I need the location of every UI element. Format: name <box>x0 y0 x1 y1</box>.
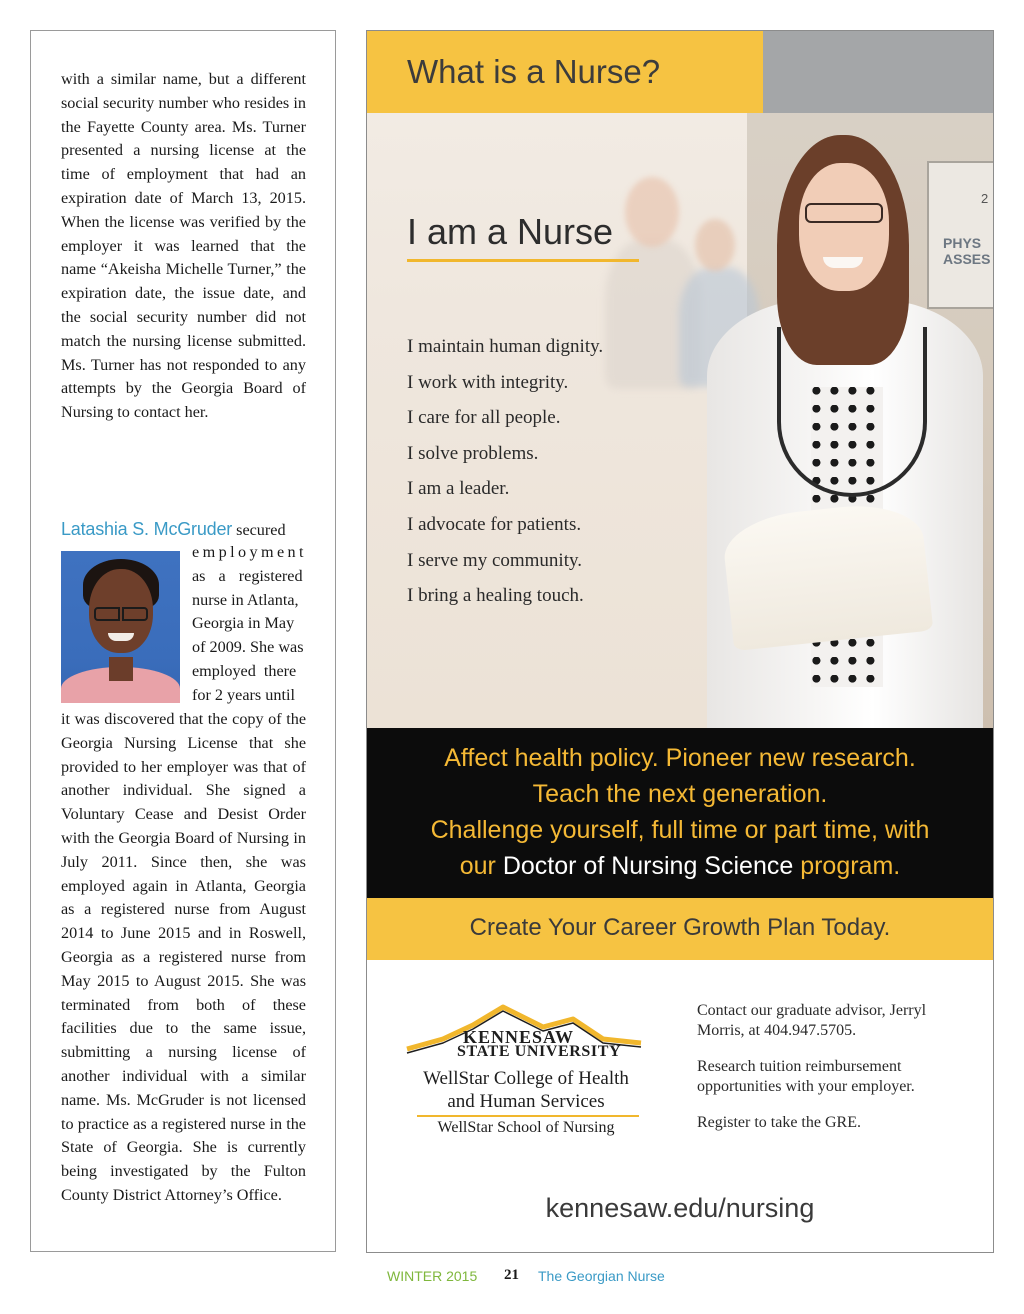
wall-sign-text: PHYS ASSES <box>943 235 991 267</box>
program-line: Affect health policy. Pioneer new research. <box>444 744 916 772</box>
photo-glasses <box>94 607 148 621</box>
page-footer <box>0 1268 1024 1292</box>
ad-hero-photo <box>367 31 993 728</box>
college-name: WellStar College of Health and Human Services <box>423 1068 629 1112</box>
wrap-line: as a registered <box>192 566 303 585</box>
wall-sign-number: 2 <box>981 191 989 206</box>
wrap-line: of 2009. She was <box>192 638 304 657</box>
photo-neck <box>109 657 133 681</box>
nurse-face <box>799 163 889 291</box>
program-name: Doctor of Nursing Science <box>502 852 794 880</box>
statement: I am a leader. <box>407 478 510 500</box>
cta-text: Create Your Career Growth Plan Today. <box>469 914 891 941</box>
wrapped-text <box>192 541 306 708</box>
college-underline <box>417 1115 639 1117</box>
contact-info <box>697 1001 977 1149</box>
ad-heading: I am a Nurse <box>407 211 614 252</box>
wrap-line: Georgia in May <box>192 614 295 633</box>
school-name: WellStar School of Nursing <box>437 1119 615 1136</box>
background-person-head <box>625 177 679 247</box>
program-line: Teach the next generation. <box>532 780 828 808</box>
mcgruder-lead <box>61 517 306 542</box>
program-line <box>367 852 993 881</box>
nurse-glasses <box>805 203 883 223</box>
logo-kennesaw: KENNESAW <box>463 1027 575 1047</box>
nurse-statements <box>407 329 603 614</box>
program-line: Challenge yourself, full time or part time, with <box>430 816 930 844</box>
website-url[interactable]: kennesaw.edu/nursing <box>545 1193 815 1223</box>
statement: I care for all people. <box>407 407 561 429</box>
statement: I maintain human dignity. <box>407 336 604 357</box>
wrap-line: employment <box>192 543 307 561</box>
statement: I work with integrity. <box>407 371 569 393</box>
page-number: 21 <box>504 1267 519 1283</box>
nurse-smile <box>823 257 863 268</box>
photo-smile <box>108 633 134 641</box>
contact-line: Research tuition reimbursement opportunities with your employer. <box>697 1058 915 1095</box>
program-panel <box>367 728 993 898</box>
background-person-head <box>695 219 735 271</box>
person-name: Latashia S. McGruder <box>61 519 233 539</box>
article-paragraph-turner: with a similar name, but a different social security number who resides in the Fayette County area. Ms. Turner presented a nursing license at the time of employment that had an expiration date of March 13, 2015. When the license was verified by the employer it was learned that the name “Akeisha Michelle Turner,” the expiration date, the issue date, and the social security number did not match the nursing license submitted. Ms. Turner has not responded to any attempts by the Georgia Board of Nursing to contact her. <box>61 70 306 422</box>
nursing-advertisement <box>366 30 994 1253</box>
issue-season: WINTER 2015 <box>387 1268 478 1284</box>
ad-title: What is a Nurse? <box>407 53 661 90</box>
wrap-line: employed there <box>192 661 297 680</box>
wrap-line: nurse in Atlanta, <box>192 590 299 609</box>
program-line-pre: our <box>459 852 503 880</box>
cta-banner <box>367 898 993 960</box>
heading-underline <box>407 259 639 262</box>
statement: I advocate for patients. <box>407 513 582 535</box>
portrait-photo <box>61 551 180 703</box>
statement: I serve my community. <box>407 549 583 571</box>
contact-line: Register to take the GRE. <box>697 1114 861 1131</box>
logo-state-university: STATE UNIVERSITY <box>457 1043 622 1060</box>
title-banner-grey <box>763 31 993 113</box>
wrap-line: for 2 years until <box>192 685 295 704</box>
magazine-title: The Georgian Nurse <box>538 1268 665 1284</box>
statement: I bring a healing touch. <box>407 585 584 607</box>
name-suffix: secured <box>232 521 286 539</box>
program-line-post: program. <box>793 852 901 880</box>
article-paragraph-mcgruder: it was discovered that the copy of the Georgia Nursing License that she provided to her employer was that of another individual. She signed a Voluntary Cease and Desist Order with the Georgia Board of Nursing in July 2011. Since then, she was employed again in Atlanta, Georgia as a registered nurse from August 2014 to June 2015 and in Roswell, Georgia as a registered nurse from May 2015 to August 2015. She was terminated from both of these facilities due to the same issue, submitting a nursing license of another individual with a similar name. Ms. McGruder is not licensed to practice as a registered nurse in the State of Georgia. She is currently being investigated by the Fulton County District Attorney’s Office. <box>61 710 306 1204</box>
contact-line: Contact our graduate advisor, Jerryl Morris, at 404.947.5705. <box>697 1002 927 1039</box>
statement: I solve problems. <box>407 442 539 464</box>
